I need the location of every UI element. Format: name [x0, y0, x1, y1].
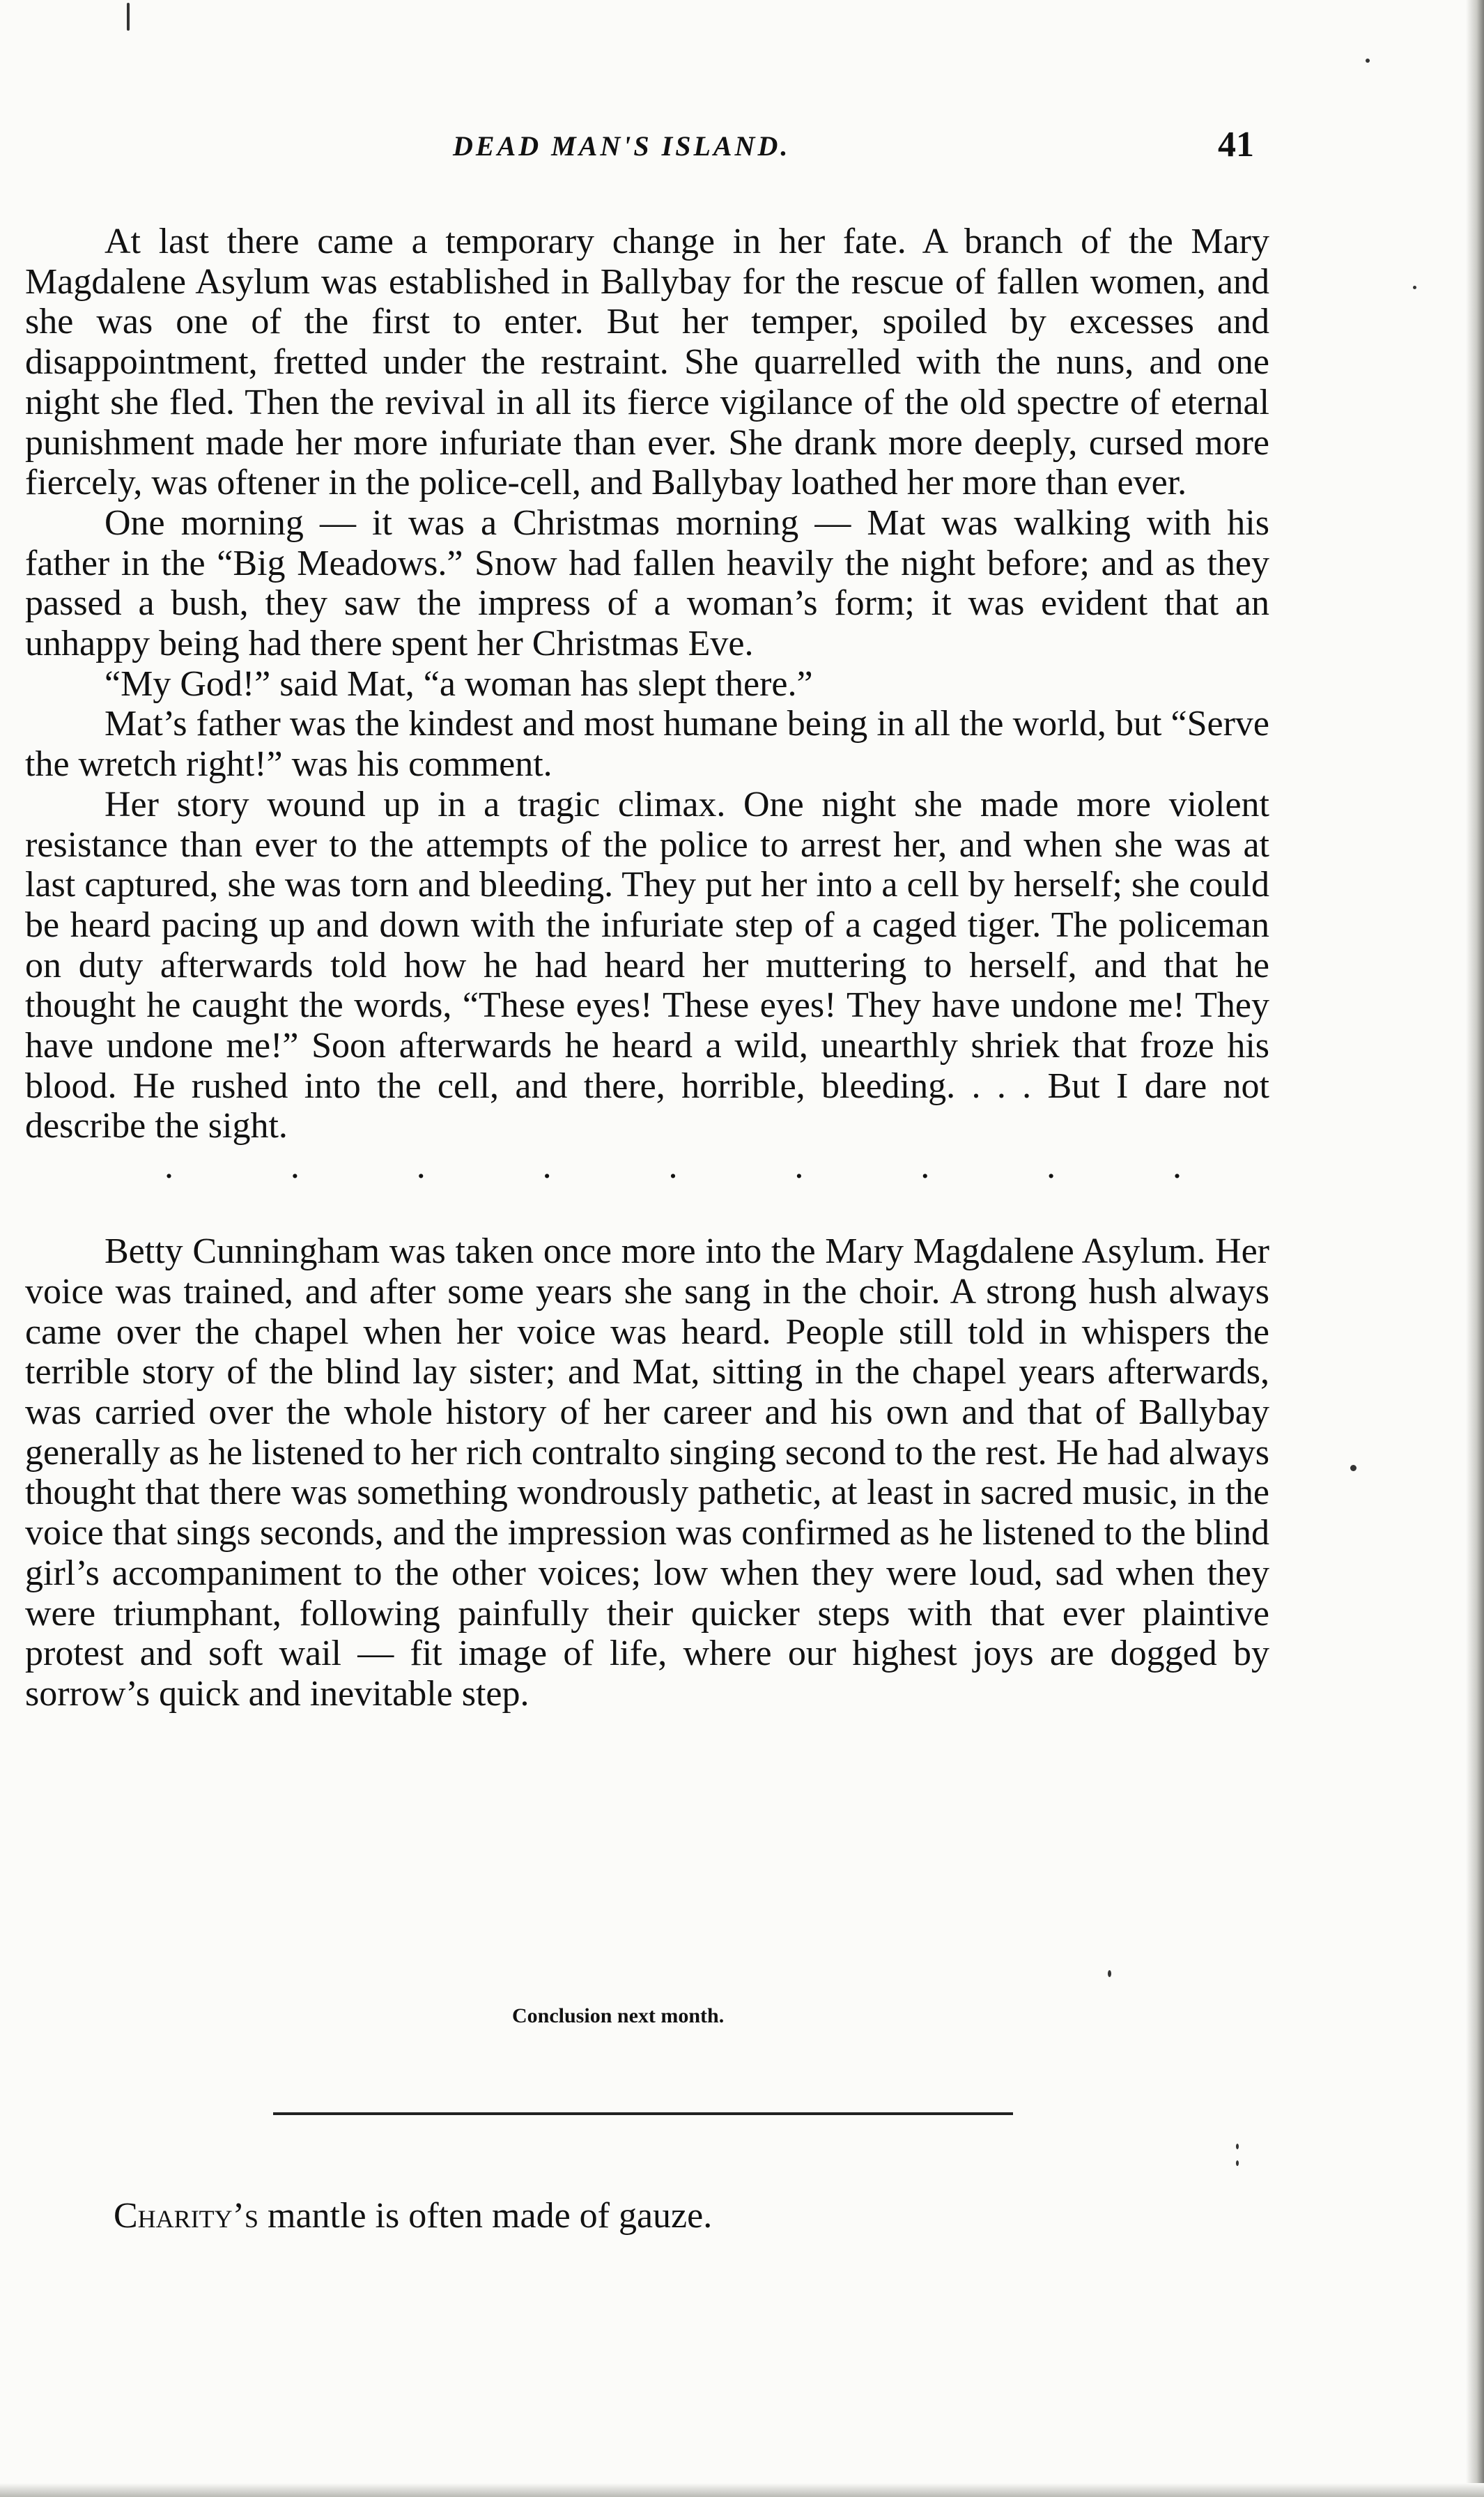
aphorism-lead-word: Charity’s: [114, 2196, 259, 2236]
closing-paragraph: Betty Cunningham was taken once more into the Mary Magdalene Asylum. Her voice was trained, and after some years she sang in the choir. A strong hush always came over the chapel when her voice was heard. People still told in whispers the terrible story of the blind lay sister; and Mat, sitting in the chapel years afterwards, was carried over the whole history of her career and his own and that of Ballybay generally as he listened to her rich contralto singing second to the rest. He had always thought that there was something wondrously pathetic, at least in sacred music, in the voice that sings seconds, and the impression was confirmed as he listened to the blind girl’s accompaniment to the other voices; low when they were loud, sad when they were triumphant, following painfully their quicker steps with that ever plaintive protest and soft wail — fit image of life, where our highest joys are dogged by sorrow’s quick and inevitable step.: [25, 1231, 1269, 1714]
dot: .: [920, 1146, 930, 1187]
page-edge-shadow: [1466, 0, 1484, 2497]
aphorism-text: mantle is often made of gauze.: [258, 2196, 713, 2236]
ink-speck: [1413, 286, 1416, 289]
paragraph: One morning — it was a Christmas morning — Mat was walking with his father in the “Big Meadows.” Snow had fallen heavily the night before; and as they passed a bush, they saw the impress of a woman’s form; it was evident that an unhappy being had there spent her Christmas Eve.: [25, 502, 1269, 664]
paragraph: Mat’s father was the kindest and most humane being in all the world, but “Serve the wretch right!” was his comment.: [25, 704, 1269, 785]
continuation-note: Conclusion next month.: [512, 2004, 725, 2027]
dot: .: [416, 1146, 426, 1187]
page-bottom-shadow: [0, 2483, 1484, 2497]
ink-speck: [1108, 1970, 1111, 1977]
dot: .: [1173, 1146, 1182, 1187]
paragraph: “My God!” said Mat, “a woman has slept there.”: [105, 663, 813, 704]
dot: .: [794, 1146, 804, 1187]
paragraph: Her story wound up in a tragic climax. One night she made more violent resistance than ever to the attempts of the police to arrest her, and when she was at last captured, she was torn and bleeding. They put her into a cell by herself; she could be heard pacing up and down with the infuriate step of a caged tiger. The policeman on duty afterwards told how he had heard her muttering to herself, and that he thought he caught the words, “These eyes! These eyes! They have undone me! They have undone me!” Soon afterwards he heard a wild, unearthly shriek that froze his blood. He rushed into the cell, and there, horrible, bleeding. . . . But I dare not describe the sight.: [25, 784, 1269, 1146]
ink-speck: [1366, 59, 1370, 63]
section-break-dots: [164, 1146, 1182, 1186]
paragraph: At last there came a temporary change in her fate. A branch of the Mary Magdalene Asylum was established in Ballybay for the rescue of fallen women, and she was one of the first to enter. But her temper, spoiled by excesses and disappointment, fretted under the restraint. She quarrelled with the nuns, and one night she fled. Then the revival in all its fierce vigilance of the old spectre of eternal punishment made her more infuriate than ever. She drank more deeply, cursed more fiercely, was oftener in the police-cell, and Ballybay loathed her more than ever.: [25, 222, 1269, 503]
horizontal-rule: [273, 2112, 1013, 2115]
ink-speck: [1236, 2160, 1239, 2166]
ink-speck: [127, 3, 130, 31]
dot: .: [668, 1146, 678, 1187]
dot: .: [290, 1146, 300, 1187]
ink-speck: [1236, 2144, 1239, 2149]
aphorism: [114, 2195, 712, 2236]
body-text: [25, 222, 1269, 1714]
dot: .: [542, 1146, 552, 1187]
ink-speck: [1350, 1465, 1357, 1471]
running-head: DEAD MAN'S ISLAND.: [453, 130, 791, 162]
page-header: [0, 124, 1484, 173]
dot: .: [1046, 1146, 1056, 1187]
dot: .: [164, 1146, 173, 1187]
page-number: 41: [1218, 125, 1254, 164]
